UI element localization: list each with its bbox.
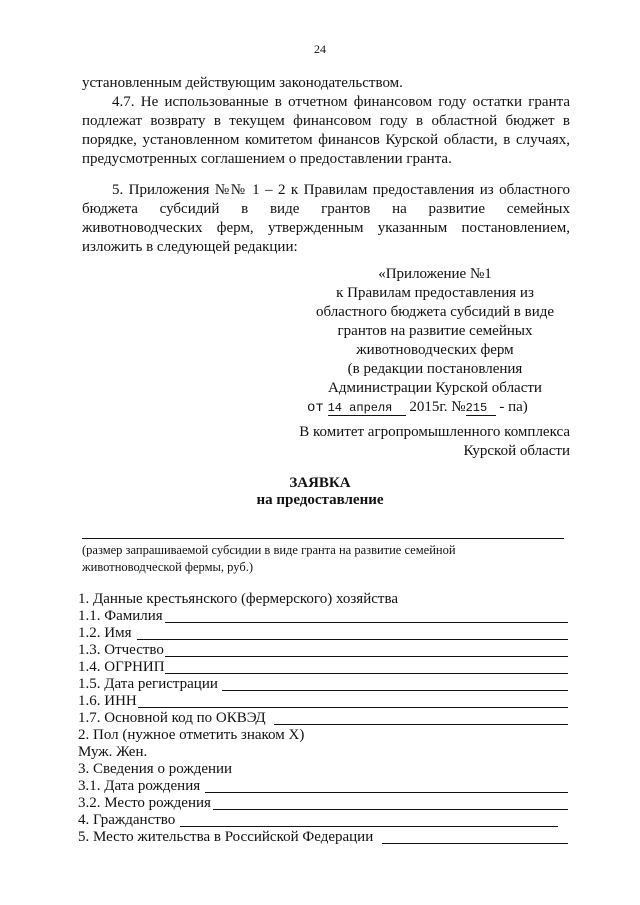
patronymic-label: 1.3. Отчество <box>78 642 164 658</box>
residence-field[interactable] <box>382 843 568 844</box>
birth-place-field[interactable] <box>213 809 568 810</box>
appendix-line: (в редакции постановления <box>347 361 523 377</box>
date-day-field: 14 апреля <box>328 401 406 416</box>
paragraph-5-line: бюджета субсидий в виде грантов на развитие семейных <box>82 201 570 217</box>
patronymic-field[interactable] <box>165 656 568 657</box>
appendix-line: «Приложение №1 <box>378 266 492 282</box>
section-3-heading: 3. Сведения о рождении <box>78 761 233 777</box>
appendix-line: к Правилам предоставления из <box>336 285 534 301</box>
inn-label: 1.6. ИНН <box>78 693 137 709</box>
appendix-line: Администрации Курской области <box>328 380 542 396</box>
addressee <box>299 423 570 461</box>
paragraph-4-7-line: предусмотренных соглашением о предоставлении гранта. <box>82 151 452 167</box>
appendix-header <box>300 265 570 398</box>
addressee-line: В комитет агропромышленного комплекса <box>299 424 570 440</box>
residence-label: 5. Место жительства в Российской Федерации <box>78 829 374 845</box>
gender-options[interactable]: Муж. Жен. <box>78 744 148 760</box>
paragraph-4-7-line: порядке, установленном комитетом финансов Курской области, в случаях, <box>82 132 570 148</box>
okved-label: 1.7. Основной код по ОКВЭД <box>78 710 266 726</box>
paragraph-5-line: животноводческих ферм, утвержденным указанным постановлением, <box>82 220 570 236</box>
okved-field[interactable] <box>274 724 568 725</box>
birth-date-label: 3.1. Дата рождения <box>78 778 201 794</box>
paragraph-4-7-line: подлежат возврату в текущем финансовом году в областной бюджет в <box>82 113 570 129</box>
body-line: установленным действующим законодательством. <box>82 75 403 91</box>
appendix-date-line <box>307 398 528 418</box>
subsidy-amount-line[interactable] <box>82 538 564 539</box>
registration-date-label: 1.5. Дата регистрации <box>78 676 218 692</box>
appendix-line: животноводческих ферм <box>356 342 514 358</box>
document-subtitle: на предоставление <box>256 492 384 508</box>
ogrnip-label: 1.4. ОГРНИП <box>78 659 165 675</box>
section-2-heading: 2. Пол (нужное отметить знаком Х) <box>78 727 305 743</box>
section-1-heading: 1. Данные крестьянского (фермерского) хозяйства <box>78 591 398 607</box>
note-line: (размер запрашиваемой субсидии в виде гранта на развитие семейной <box>82 543 456 557</box>
document-title: ЗАЯВКА <box>289 475 351 491</box>
birth-date-field[interactable] <box>205 792 568 793</box>
decree-number-field: 215 <box>466 401 496 416</box>
surname-label: 1.1. Фамилия <box>78 608 163 624</box>
birth-place-label: 3.2. Место рождения <box>78 795 211 811</box>
date-suffix: - па) <box>499 399 528 415</box>
date-prefix: от <box>307 400 324 416</box>
paragraph-5-line: изложить в следующей редакции: <box>82 239 298 255</box>
name-field[interactable] <box>137 639 568 640</box>
date-year: 2015г. № <box>409 399 466 415</box>
citizenship-field[interactable] <box>180 826 558 827</box>
note-line: животноводческой фермы, руб.) <box>82 560 253 574</box>
registration-date-field[interactable] <box>222 690 568 691</box>
paragraph-4-7-line: 4.7. Не использованные в отчетном финансовом году остатки гранта <box>112 94 570 110</box>
addressee-line: Курской области <box>463 443 570 459</box>
inn-field[interactable] <box>138 707 568 708</box>
paragraph-5-line: 5. Приложения №№ 1 – 2 к Правилам предоставления из областного <box>112 182 570 198</box>
page-number: 24 <box>314 42 326 56</box>
surname-field[interactable] <box>165 622 568 623</box>
appendix-line: областного бюджета субсидий в виде <box>315 304 555 320</box>
citizenship-label: 4. Гражданство <box>78 812 176 828</box>
ogrnip-field[interactable] <box>165 673 568 674</box>
appendix-line: грантов на развитие семейных <box>337 323 533 339</box>
name-label: 1.2. Имя <box>78 625 132 641</box>
